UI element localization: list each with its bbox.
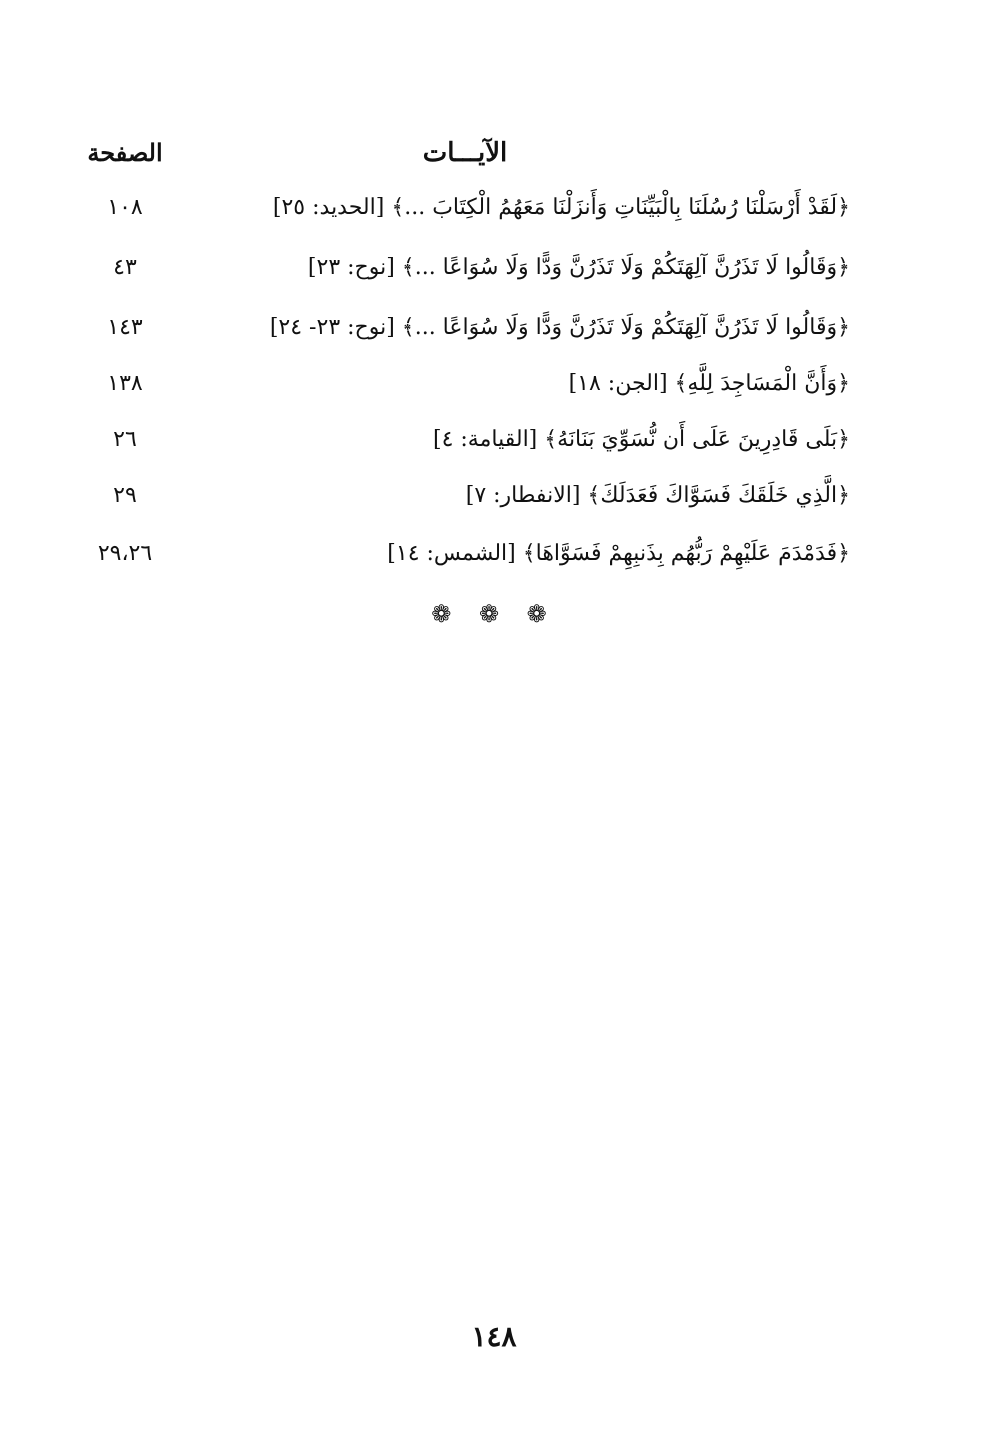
verses-column-header: الآيـــات bbox=[422, 138, 508, 168]
table-row bbox=[80, 422, 850, 462]
page-column-header: الصفحة bbox=[87, 138, 163, 167]
page-number-cell: ٤٣ bbox=[113, 255, 137, 280]
table-row bbox=[80, 190, 850, 230]
table-row bbox=[80, 310, 850, 350]
verse-text: ﴿لَقَدْ أَرْسَلْنَا رُسُلَنَا بِالْبَيِّنَاتِ وَأَنزَلْنَا مَعَهُمُ الْكِتَابَ ...﴾ [الحديد: ٢٥] bbox=[272, 195, 850, 220]
page-number-cell: ٢٩ bbox=[113, 483, 137, 508]
page-number-cell: ٢٦ bbox=[113, 427, 137, 452]
table-row bbox=[80, 536, 850, 576]
table-row bbox=[80, 250, 850, 290]
page-number-cell: ١٤٣ bbox=[107, 315, 143, 340]
table-row bbox=[80, 366, 850, 406]
page-number-footer: ١٤٨ bbox=[471, 1320, 517, 1353]
table-header bbox=[80, 138, 850, 178]
page-number-cell: ١٣٨ bbox=[107, 371, 143, 396]
verse-text: ﴿فَدَمْدَمَ عَلَيْهِمْ رَبُّهُم بِذَنبِهِمْ فَسَوَّاهَا﴾ [الشمس: ١٤] bbox=[387, 541, 850, 566]
verse-text: ﴿وَأَنَّ الْمَسَاجِدَ لِلَّهِ﴾ [الجن: ١٨] bbox=[568, 371, 850, 396]
verse-text: ﴿وَقَالُوا لَا تَذَرُنَّ آلِهَتَكُمْ وَلَا تَذَرُنَّ وَدًّا وَلَا سُوَاعًا ...﴾ [نوح: ٢٣- ٢٤] bbox=[269, 315, 850, 340]
page-number-cell: ٢٩،٢٦ bbox=[97, 541, 153, 566]
verse-text: ﴿بَلَى قَادِرِينَ عَلَى أَن نُّسَوِّيَ بَنَانَهُ﴾ [القيامة: ٤] bbox=[432, 427, 850, 452]
section-end-ornaments: ❁ ❁ ❁ bbox=[431, 600, 557, 628]
verse-text: ﴿الَّذِي خَلَقَكَ فَسَوَّاكَ فَعَدَلَكَ﴾ [الانفطار: ٧] bbox=[465, 483, 850, 508]
page-number-cell: ١٠٨ bbox=[107, 195, 143, 220]
verse-text: ﴿وَقَالُوا لَا تَذَرُنَّ آلِهَتَكُمْ وَلَا تَذَرُنَّ وَدًّا وَلَا سُوَاعًا ...﴾ [نوح: ٢٣] bbox=[307, 255, 850, 280]
table-row bbox=[80, 478, 850, 518]
